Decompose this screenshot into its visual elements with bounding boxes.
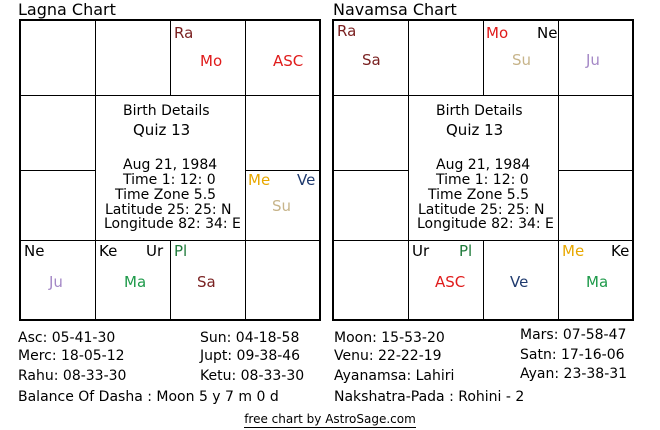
quiz-label: Quiz 13 [133,121,191,139]
navamsa-house-3 [558,95,633,171]
asc-position: Asc: 05-41-30 [18,330,116,346]
planet-neptune: Ne [24,242,45,260]
planet-mercury: Me [248,171,271,189]
ketu-position: Ketu: 08-33-30 [200,368,305,384]
planet-sun: Su [512,51,532,69]
lagna-house-12 [20,20,96,96]
navamsa-birth-details [408,95,558,238]
navamsa-house-1a [408,20,484,96]
navamsa-house-8 [408,240,484,320]
lagna-house-8 [95,240,171,320]
time-zone: Time Zone 5.5 [428,187,530,203]
navamsa-house-11 [333,95,409,171]
longitude: Longitude 82: 34: E [417,216,554,232]
planet-venus: Ve [510,273,529,291]
lagna-house-11 [20,95,96,171]
navamsa-house-2 [558,20,633,96]
lagna-house-4 [245,170,320,241]
planet-saturn: Sa [362,51,381,69]
navamsa-house-10 [333,170,409,241]
planet-jupiter: Ju [586,51,600,69]
planet-ketu: Ke [611,242,630,260]
venus-position: Venu: 22-22-19 [334,348,442,364]
birth-details-heading: Birth Details [123,103,210,119]
lagna-house-7 [170,240,246,320]
planet-mars: Ma [124,273,147,291]
planet-moon: Mo [200,52,223,70]
time-zone: Time Zone 5.5 [115,187,217,203]
navamsa-house-12 [333,20,409,96]
mars-position: Mars: 07-58-47 [520,327,627,343]
ayanamsa: Ayanamsa: Lahiri [334,368,455,384]
sun-position: Sun: 04-18-58 [200,330,300,346]
latitude: Latitude 25: 25: N [418,202,545,218]
planet-mars: Ma [586,273,609,291]
lagna-house-9 [20,240,96,320]
planet-pluto: Pl [174,242,188,260]
footer [0,408,660,427]
navamsa-chart-title: Navamsa Chart [333,0,457,19]
birth-time: Time 1: 12: 0 [436,172,529,188]
lagna-chart-title: Lagna Chart [18,0,116,19]
lagna-house-1 [170,20,246,96]
navamsa-house-1 [483,20,559,96]
jupiter-position: Jupt: 09-38-46 [200,348,301,364]
planet-ketu: Ke [99,242,118,260]
lagna-house-3 [245,95,320,171]
longitude: Longitude 82: 34: E [104,216,241,232]
lagna-house-2 [245,20,320,96]
navamsa-house-9 [333,240,409,320]
ascendant-label: ASC [435,273,466,291]
ascendant-label: ASC [273,52,304,70]
footer-link[interactable]: free chart by AstroSage.com [244,412,416,426]
ayan-position: Ayan: 23-38-31 [520,366,628,382]
saturn-position: Satn: 17-16-06 [520,347,625,363]
lagna-birth-details [95,95,245,238]
nakshatra-pada: Nakshatra-Pada : Rohini - 2 [334,389,525,405]
planet-saturn: Sa [197,273,216,291]
planet-pluto: Pl [459,242,473,260]
planet-sun: Su [272,197,292,215]
birth-date: Aug 21, 1984 [436,157,531,173]
birth-time: Time 1: 12: 0 [123,172,216,188]
balance-of-dasha: Balance Of Dasha : Moon 5 y 7 m 0 d [18,389,279,405]
planet-jupiter: Ju [49,273,63,291]
lagna-house-1a [95,20,171,96]
planet-neptune: Ne [537,24,558,42]
navamsa-house-4 [558,170,633,241]
planet-rahu: Ra [174,24,194,42]
moon-position: Moon: 15-53-20 [334,330,445,346]
planet-uranus: Ur [146,242,164,260]
navamsa-chart [332,19,634,321]
rahu-position: Rahu: 08-33-30 [18,368,127,384]
latitude: Latitude 25: 25: N [105,202,232,218]
lagna-chart [19,19,321,321]
navamsa-house-7 [483,240,559,320]
quiz-label: Quiz 13 [446,121,504,139]
planet-rahu: Ra [337,22,357,40]
mercury-position: Merc: 18-05-12 [18,348,125,364]
navamsa-house-6 [558,240,633,320]
planet-mercury: Me [562,242,585,260]
birth-date: Aug 21, 1984 [123,157,218,173]
birth-details-heading: Birth Details [436,103,523,119]
planet-venus: Ve [297,171,316,189]
planet-moon: Mo [486,24,509,42]
planet-uranus: Ur [412,242,430,260]
lagna-house-10 [20,170,96,241]
lagna-house-6 [245,240,320,320]
